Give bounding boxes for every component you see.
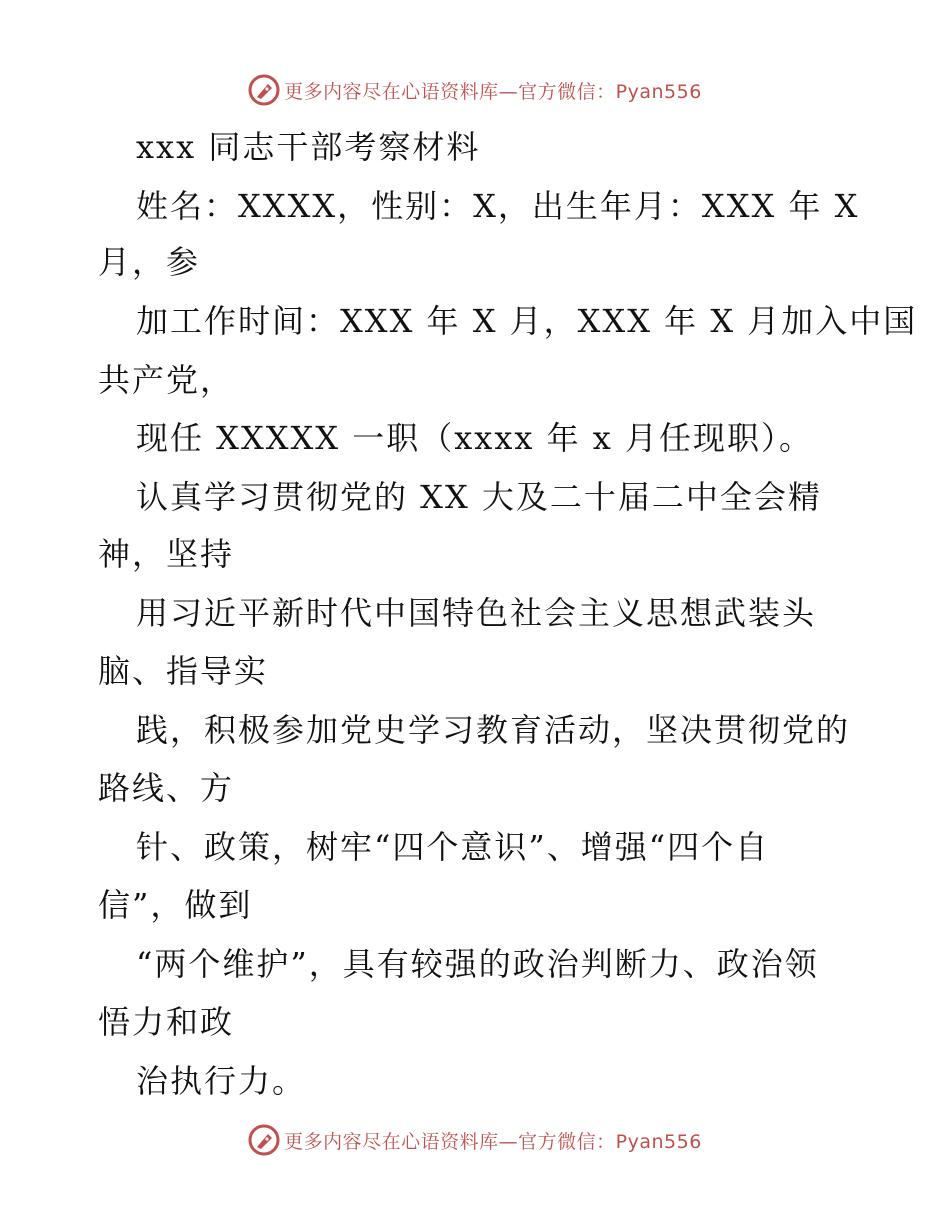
watermark-text: 更多内容尽在心语资料库—官方微信：Pyan556 xyxy=(284,80,702,103)
paragraph-line: 治执行力。 xyxy=(136,1062,307,1100)
paragraph-line: 神，坚持 xyxy=(98,535,235,573)
paragraph-line: 共产党， xyxy=(98,361,235,399)
document-title: xxx 同志干部考察材料 xyxy=(136,128,481,166)
paragraph-line: 加工作时间：XXX 年 X 月，XXX 年 X 月加入中国 xyxy=(136,302,918,340)
paragraph-line: 路线、方 xyxy=(98,769,235,807)
paragraph-line: 践，积极参加党史学习教育活动，坚决贯彻党的 xyxy=(136,711,851,749)
paragraph-line: 用习近平新时代中国特色社会主义思想武装头 xyxy=(136,594,817,632)
pen-nib-logo-icon xyxy=(248,1124,280,1156)
paragraph-line: 信”，做到 xyxy=(98,886,253,924)
paragraph-line: 悟力和政 xyxy=(98,1003,235,1041)
paragraph-line: “两个维护”，具有较强的政治判断力、政治领 xyxy=(136,945,819,983)
paragraph-line: 姓名：XXXX，性别：X，出生年月：XXX 年 X xyxy=(136,187,860,225)
footer-watermark xyxy=(0,1120,950,1160)
paragraph-line: 认真学习贯彻党的 XX 大及二十届二中全会精 xyxy=(136,478,822,516)
paragraph-line: 月，参 xyxy=(98,243,201,281)
watermark-text: 更多内容尽在心语资料库—官方微信：Pyan556 xyxy=(284,1130,702,1153)
pen-nib-logo-icon xyxy=(248,74,280,106)
header-watermark xyxy=(0,70,950,110)
paragraph-line: 针、政策，树牢“四个意识”、增强“四个自 xyxy=(136,828,770,866)
paragraph-line: 脑、指导实 xyxy=(98,652,269,690)
paragraph-line: 现任 XXXXX 一职（xxxx 年 x 月任现职）。 xyxy=(136,419,814,457)
